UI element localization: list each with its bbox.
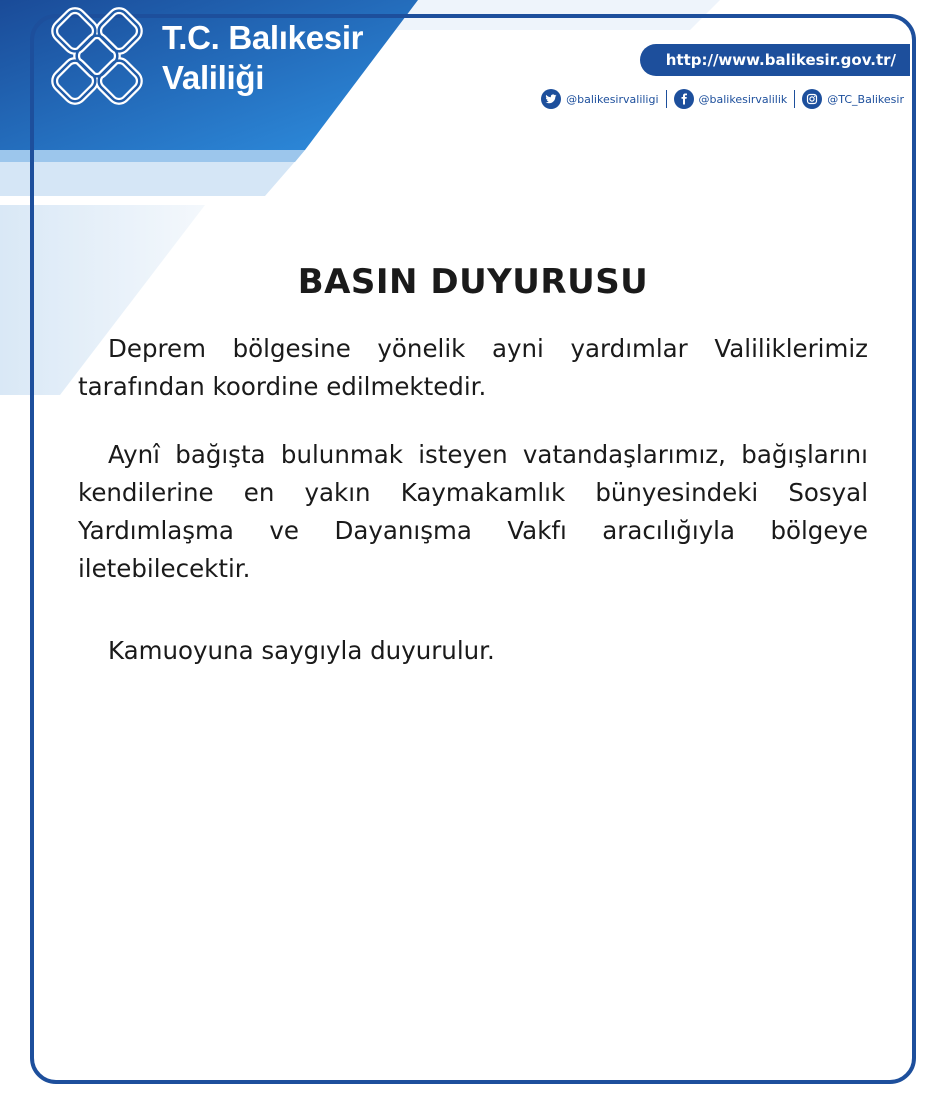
paragraph-3: Kamuoyuna saygıyla duyurulur. (108, 636, 495, 665)
twitter-handle: @balikesirvaliligi (566, 92, 659, 106)
document-title: BASIN DUYURUSU (297, 262, 649, 302)
brand-line-1: T.C. Balıkesir (162, 19, 364, 56)
facebook-link[interactable] (674, 89, 788, 109)
brand-line-2: Valiliği (162, 59, 265, 96)
instagram-link[interactable] (802, 89, 904, 109)
twitter-link[interactable] (541, 89, 658, 109)
twitter-icon (541, 89, 561, 109)
paragraph-2: Aynî bağışta bulunmak isteyen vatandaşlarımız, bağışlarını kendilerine en yakın Kaymakamlık bünyesindeki Sosyal Yardımlaşma ve Dayanışma Vakfı aracılığıyla bölgeye iletebilecektir. (78, 440, 868, 583)
brand-title (162, 18, 363, 98)
separator (794, 90, 795, 108)
instagram-handle: @TC_Balikesir (827, 92, 904, 106)
website-url[interactable]: http://www.balikesir.gov.tr/ (640, 44, 910, 76)
separator (666, 90, 667, 108)
balikesir-knot-logo (38, 4, 156, 110)
facebook-icon (674, 89, 694, 109)
social-links (541, 88, 904, 110)
paragraph-1: Deprem bölgesine yönelik ayni yardımlar Valiliklerimiz tarafından koordine edilmektedir. (78, 334, 868, 401)
instagram-icon (802, 89, 822, 109)
facebook-handle: @balikesirvalilik (698, 92, 788, 106)
